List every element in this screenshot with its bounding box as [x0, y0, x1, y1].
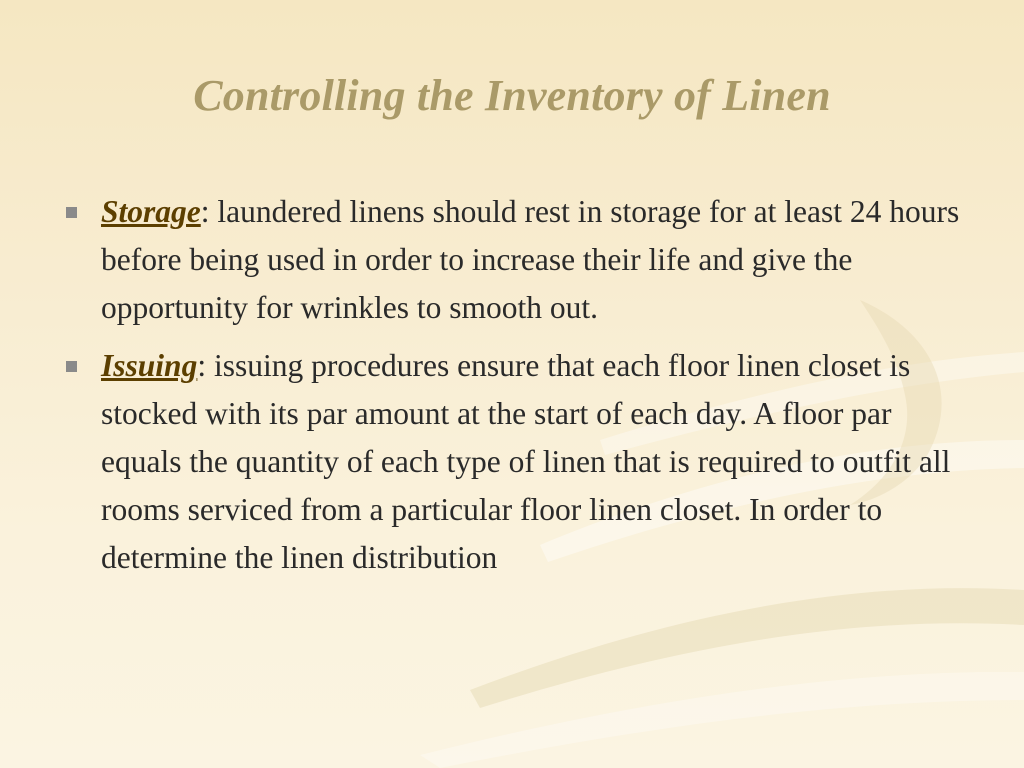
bullet-storage-text: : laundered linens should rest in storage for at least 24 hours before being used in order to increase their life and give the opportunity for wrinkles to smooth out. — [101, 194, 960, 325]
slide-title: Controlling the Inventory of Linen — [193, 71, 831, 120]
bullet-issuing-text: : issuing procedures ensure that each floor linen closet is stocked with its par amount at the start of each day. A floor par equals the quantity of each type of linen that is required to outfit all rooms serviced from a particular floor linen closet. In order to determine the linen distribution — [101, 348, 951, 575]
square-bullet-icon — [66, 361, 77, 372]
square-bullet-icon — [66, 207, 77, 218]
term-issuing: Issuing — [101, 348, 198, 383]
bullet-storage — [62, 188, 972, 332]
bullet-list — [62, 188, 972, 592]
bullet-issuing — [62, 342, 972, 582]
term-storage: Storage — [101, 194, 201, 229]
